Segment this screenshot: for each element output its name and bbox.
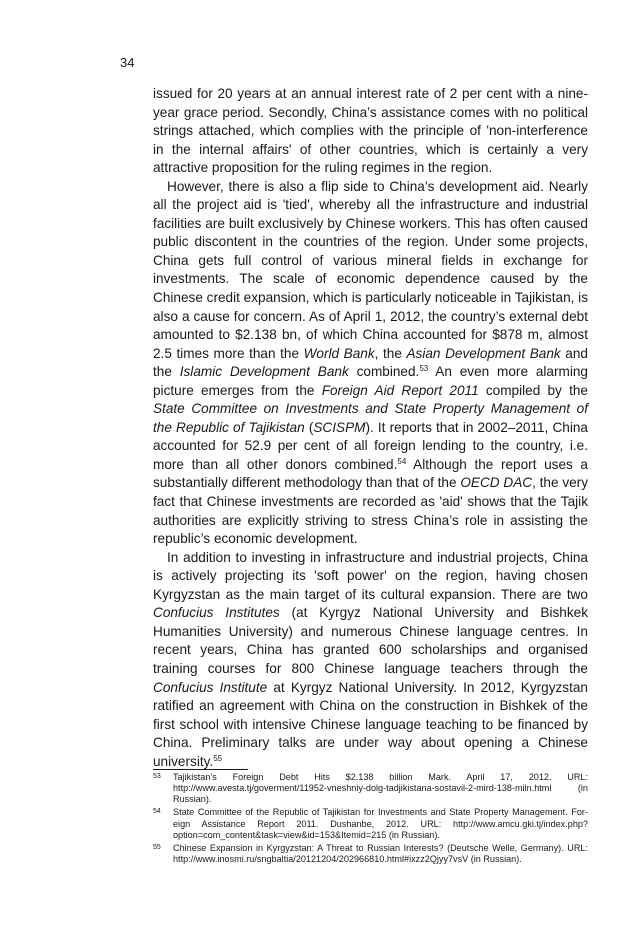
scispm-abbrev: SCISPM xyxy=(313,419,366,435)
footnote-ref-53: 53 xyxy=(419,364,429,374)
footnote-number: 53 xyxy=(153,773,161,780)
page-number: 34 xyxy=(120,55,135,70)
footnote-number: 54 xyxy=(153,808,161,816)
footnote-text: Tajikistan’s Foreign Debt Hits $2.138 billion Mark. April 17, 2012. URL: http://www.avesta.tj/goverment/11952-vneshniy-dolg-tadjikistana-sostavil-2-mird-138-miln.html (in Russian). xyxy=(173,772,588,805)
main-text xyxy=(153,85,588,771)
org-islamic-development-bank: Islamic Development Bank xyxy=(179,364,349,380)
paragraph-1: issued for 20 years at an annual interest rate of 2 per cent with a nine-year grace period. Secondly, China’s assistance comes with no political strings attached, which complies with the principle of 'non-interference in the internal affairs' of other countries, which is certainly a very attractive proposition for the ruling regimes in the region. xyxy=(153,86,588,176)
oecd-dac: OECD DAC xyxy=(460,475,533,491)
org-asian-development-bank: Asian Development Bank xyxy=(406,345,561,361)
report-title: Foreign Aid Report 2011 xyxy=(321,382,479,398)
org-world-bank: World Bank xyxy=(303,345,375,361)
footnotes xyxy=(153,772,588,867)
footnote xyxy=(153,807,588,841)
footnote xyxy=(153,843,588,865)
paragraph-2: However, there is also a flip side to China’s development aid. Nearly all the project aid is 'tied', whereby all the infrastructure and industrial facilities are built exclusively by Chinese workers. This has often caused public discontent in the countries of the region. Under some projects, China gets full control of various mineral fields in exchange for investments. The scale of economic dependence caused by the Chinese credit expansion, which is particularly noticeable in Tajikistan, is also a cause for concern. As of April 1, 2012, the country’s external debt amounted to $2.138 bn, of which China accounted for $878 m, almost 2.5 times more than the World Bank, the Asian Development Bank and the Islamic Development Bank combined.$^{53}$ An even more alarming picture emerges from the Foreign Aid Report 2011 compiled by the State Committee on Investments and State Property Management of the Republic of Tajikistan (SCISPM). It reports that in 2002–2011, China accounted for 52.9 per cent of all foreign lending to the country, i.e. more than all other donors combined.$^{54}$ Although the report uses a substantially different methodology than that of the OECD DAC, the very fact that Chinese investments are recorded as 'aid' shows that the Tajik authorities are explicitly striving to stress China’s role in assisting the republic’s economic development. xyxy=(153,178,589,547)
confucius-institute: Confucius Institute xyxy=(153,679,268,695)
footnote xyxy=(153,772,588,806)
paragraph-3: In addition to investing in infrastructure and industrial projects, China is actively projecting its 'soft power' on the region, having chosen Kyrgyzstan as the main target of its cultural expansion. There are two Confucius Institutes (at Kyrgyz National University and Bishkek Humanities University) and numerous Chinese language centres. In recent years, China has granted 600 scholarships and organised training courses for 800 Chinese language teachers through the Confucius Institute at Kyrgyz National University. In 2012, Kyrgyzstan ratified an agreement with China on the construction in Bishkek of the first school with intensive Chinese language teaching to be financed by China. Preliminary talks are under way about opening a Chinese university.$^{55}$ xyxy=(153,549,588,769)
state-committee-name: State Committee on Investments and State Property Management of the Republic of Tajikistan xyxy=(153,401,588,435)
footnote-ref-55: 55 xyxy=(213,753,223,763)
footnote-separator xyxy=(153,769,248,770)
confucius-institutes: Confucius Institutes xyxy=(153,605,280,621)
footnote-ref-54: 54 xyxy=(397,456,407,466)
footnote-text: State Committee of the Republic of Tajikistan for Investments and State Property Management. Foreign Assistance Report 2011. Dushanbe, 2012. URL: http://www.amcu.gki.tj/index.php?option=com_content&task=view&id=153&Itemid=215 (in Russian). xyxy=(173,807,588,840)
footnote-number: 55 xyxy=(153,843,161,851)
footnote-text: Chinese Expansion in Kyrgyzstan: A Threat to Russian Interests? (Deutsche Welle, Germany). URL: http://www.inosmi.ru/sngbaltia/20121204/202966810.html#ixzz2Qjyy7vsV (in Russian). xyxy=(173,842,588,865)
